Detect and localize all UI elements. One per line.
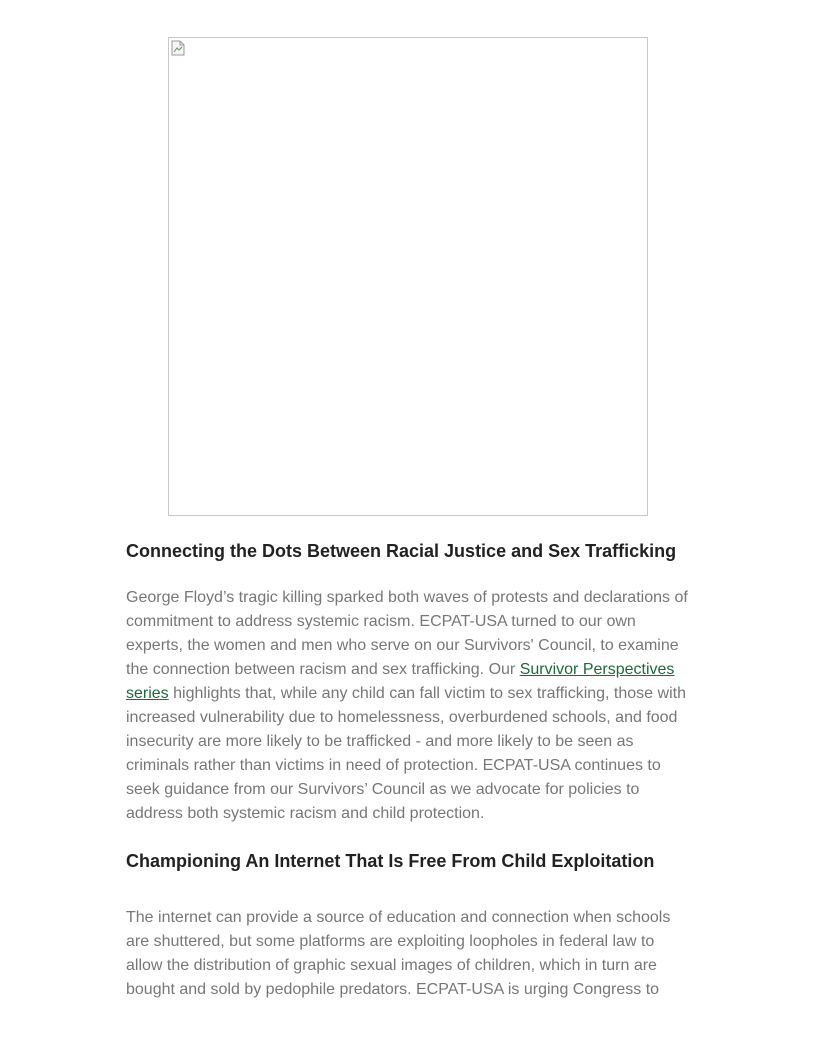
section-body-internet-safety: The internet can provide a source of education and connection when schools are shuttered, but some platforms are exploiting loopholes in federal law to allow the distribution of graphic sexual images of children, which in turn are bought and sold by pedophile predators. ECPAT-USA is urging Congress to xyxy=(126,909,671,998)
body-text-before-link: George Floyd’s tragic killing sparked both waves of protests and declarations of commitment to address systemic racism. ECPAT-USA turned to our own experts, the women and men who serve on our Survivors' Council, to examine the connection between racism and sex trafficking. Our xyxy=(126,589,688,678)
hero-image-placeholder xyxy=(168,37,648,516)
body-text-after-link: highlights that, while any child can fall victim to sex trafficking, those with increased vulnerability due to homelessness, overburdened schools, and food insecurity are more likely to be trafficked - and more likely to be seen as criminals rather than victims in need of protection. ECPAT-USA continues to seek guidance from our Survivors’ Council as we advocate for policies to address both systemic racism and child protection. xyxy=(126,685,686,822)
section-heading-internet-safety: Championing An Internet That Is Free From Child Exploitation xyxy=(126,851,655,871)
section-body-racial-justice xyxy=(126,586,692,826)
survivor-perspectives-link[interactable]: Survivor Perspectives series xyxy=(126,661,675,702)
section-heading-racial-justice: Connecting the Dots Between Racial Justice and Sex Trafficking xyxy=(126,541,677,561)
broken-image-icon xyxy=(171,40,185,56)
